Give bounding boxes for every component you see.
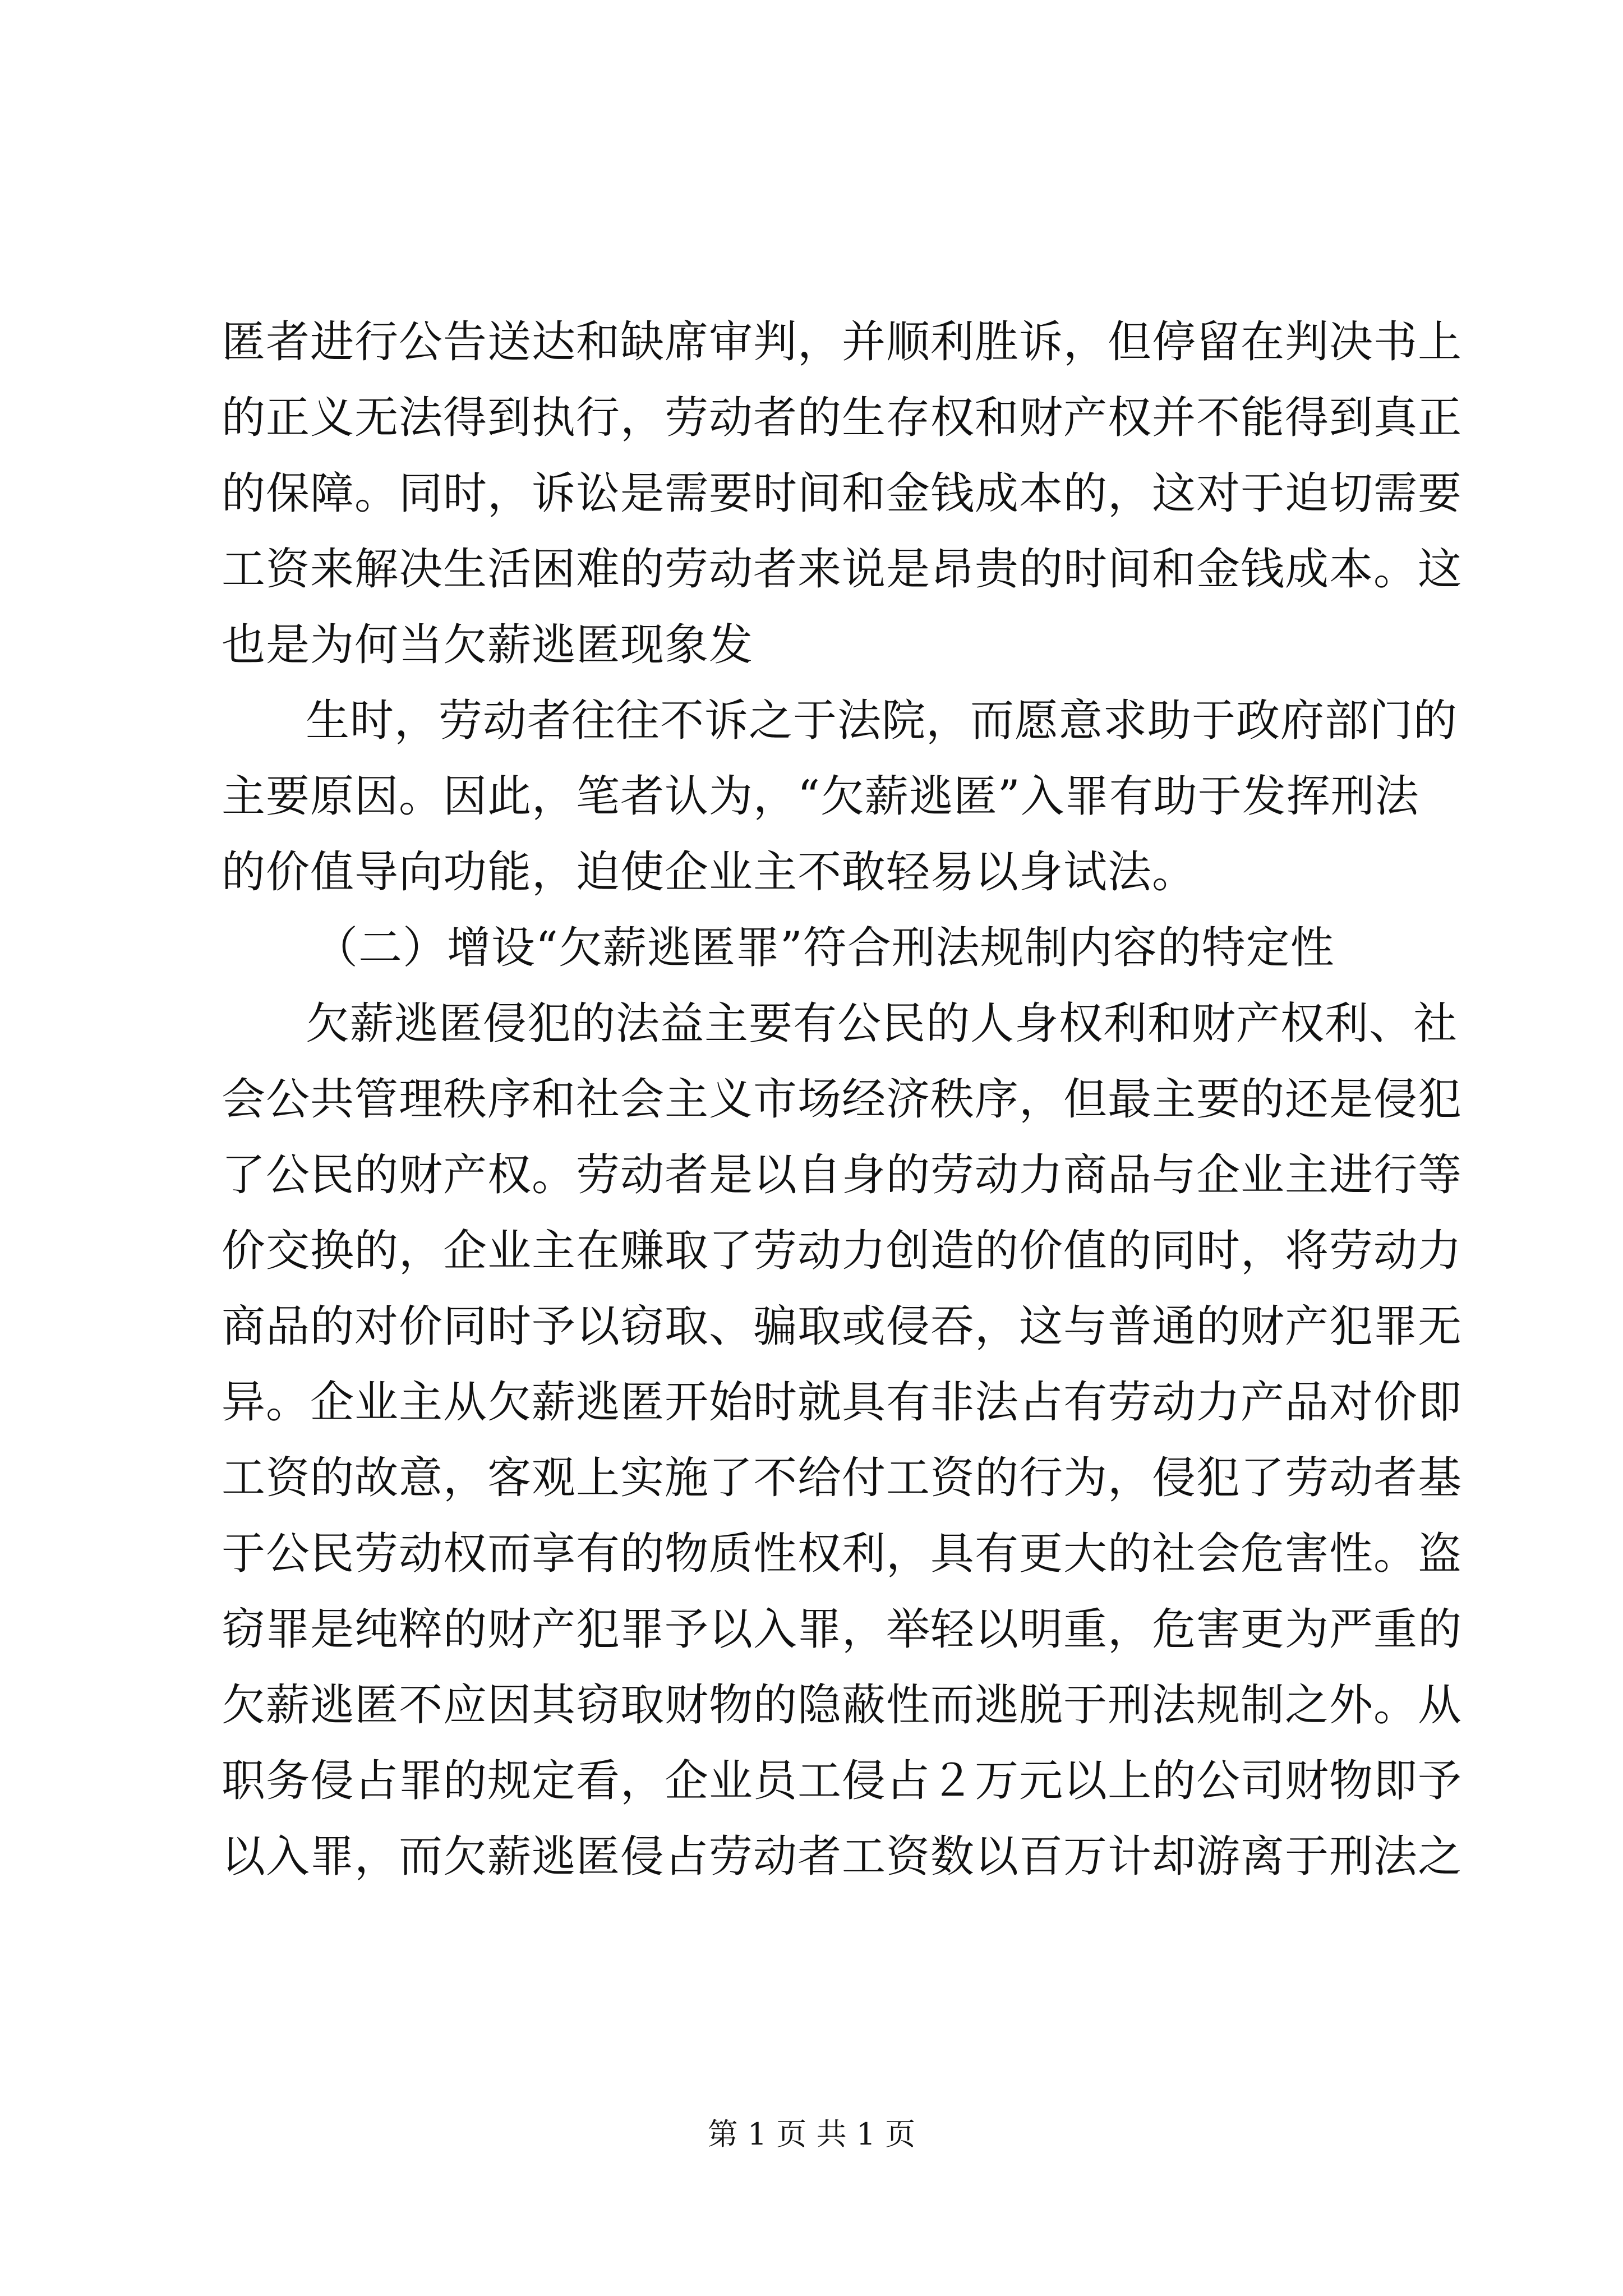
paragraph-line: 的价值导向功能，迫使企业主不敢轻易以身试法。 (222, 847, 1197, 898)
paragraph-line: 工资来解决生活困难的劳动者来说是昂贵的时间和金钱成本。这 (222, 544, 1463, 595)
paragraph-line: 欠薪逃匿不应因其窃取财物的隐蔽性而逃脱于刑法规制之外。从 (222, 1680, 1463, 1731)
paragraph-line: 的正义无法得到执行，劳动者的生存权和财产权并不能得到真正 (222, 393, 1463, 443)
paragraph-line: 了公民的财产权。劳动者是以自身的劳动力商品与企业主进行等 (222, 1150, 1463, 1200)
paragraph-line: 商品的对价同时予以窃取、骗取或侵吞，这与普通的财产犯罪无 (222, 1301, 1463, 1352)
paragraph-line: 价交换的，企业主在赚取了劳动力创造的价值的同时，将劳动力 (222, 1226, 1463, 1276)
paragraph-line: 窃罪是纯粹的财产犯罪予以入罪，举轻以明重，危害更为严重的 (222, 1604, 1463, 1655)
page-number-footer: 第 1 页 共 1 页 (707, 2116, 916, 2152)
paragraph-line: 会公共管理秩序和社会主义市场经济秩序，但最主要的还是侵犯 (222, 1074, 1463, 1125)
paragraph-line: 主要原因。因此，笔者认为，“欠薪逃匿”入罪有助于发挥刑法 (222, 771, 1419, 822)
paragraph-line: 异。企业主从欠薪逃匿开始时就具有非法占有劳动力产品对价即 (222, 1377, 1463, 1428)
paragraph-line: 匿者进行公告送达和缺席审判，并顺利胜诉，但停留在判决书上 (222, 317, 1463, 367)
paragraph-line: 工资的故意，客观上实施了不给付工资的行为，侵犯了劳动者基 (222, 1453, 1463, 1503)
paragraph-line: 生时，劳动者往往不诉之于法院，而愿意求助于政府部门的 (306, 696, 1458, 746)
paragraph-line: 职务侵占罪的规定看，企业员工侵占２万元以上的公司财物即予 (222, 1756, 1463, 1806)
paragraph-line: 以入罪，而欠薪逃匿侵占劳动者工资数以百万计却游离于刑法之 (222, 1832, 1463, 1882)
paragraph-line: 于公民劳动权而享有的物质性权利，具有更大的社会危害性。盗 (222, 1529, 1463, 1579)
paragraph-line: 的保障。同时，诉讼是需要时间和金钱成本的，这对于迫切需要 (222, 468, 1463, 519)
paragraph-line: 欠薪逃匿侵犯的法益主要有公民的人身权利和财产权利、社 (306, 999, 1458, 1049)
paragraph-line: 也是为何当欠薪逃匿现象发 (222, 620, 754, 670)
section-heading: （二）增设“欠薪逃匿罪”符合刑法规制内容的特定性 (314, 923, 1335, 973)
